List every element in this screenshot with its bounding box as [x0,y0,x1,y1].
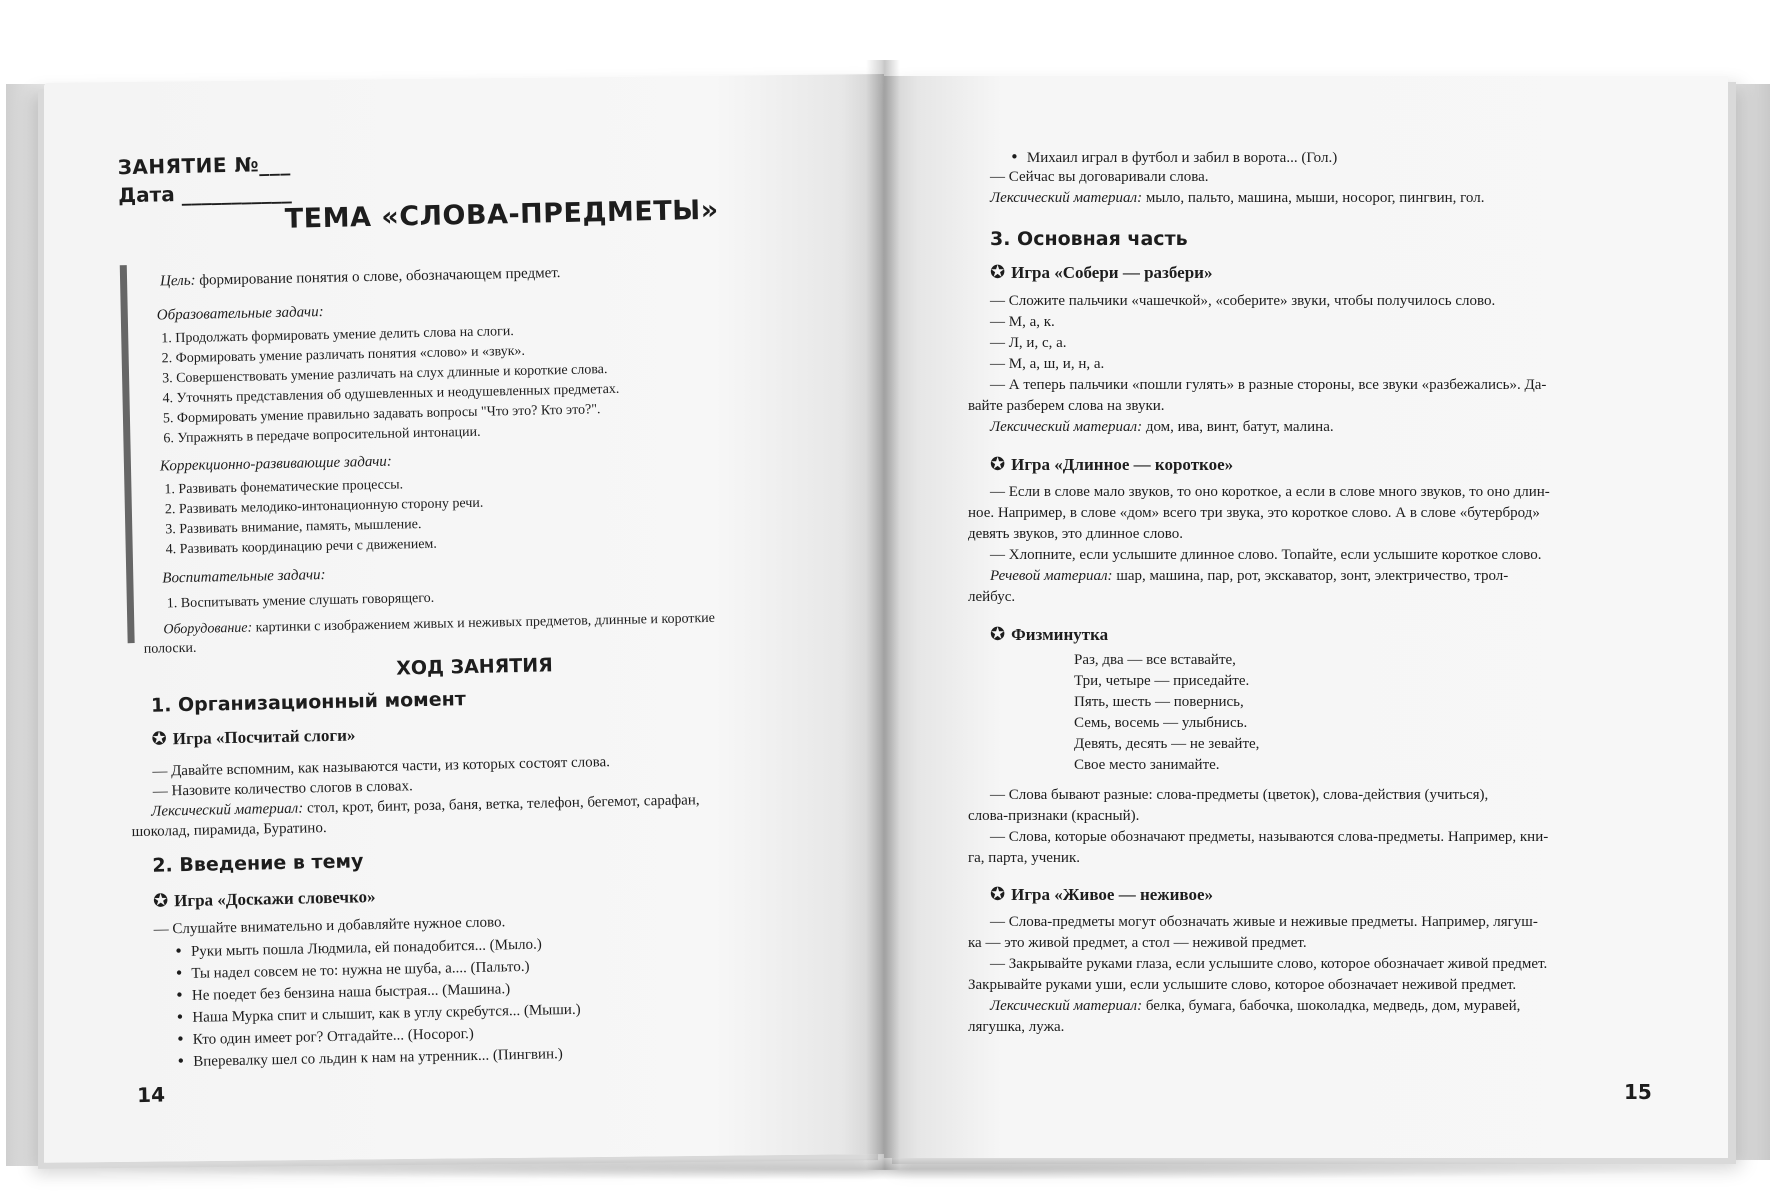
page-number: 14 [136,1082,166,1108]
corr-task: 4. Развивать координацию речи с движением. [165,536,438,558]
section-heading: 3. Основная часть [990,228,1188,250]
speech-material: Речевой материал: шар, машина, пар, рот, экскаватор, зонт, электричество, трол- [990,568,1509,584]
text-line: — Слушайте внимательно и добавляйте нужное слово. [153,914,506,938]
goal: Цель: формирование понятия о слове, обозначающем предмет. [159,265,561,290]
text-line: — Слова, которые обозначают предметы, называются слова-предметы. Например, кни- [990,829,1549,845]
list-item: • Михаил играл в футбол и забил в ворота... (Гол.) [1010,148,1337,167]
lex-material: Лексический материал: стол, крот, бинт, роза, баня, ветка, телефон, бегемот, сарафан, [151,792,700,820]
speech-material-cont: лейбус. [968,589,1016,605]
lesson-number: ЗАНЯТИЕ №___ [117,151,291,180]
upbr-task: 1. Воспитывать умение слушать говорящего. [166,590,435,612]
text-line: — А теперь пальчики «пошли гулять» в разные стороны, все звуки «разбежались». Да- [990,377,1547,393]
game-heading: ✪ Игра «Доскажи словечко» [152,887,376,912]
text-line: — Хлопните, если услышите длинное слово. Топайте, если услышите короткое слово. [990,547,1542,563]
section-heading: 1. Организационный момент [150,688,466,717]
edu-task: 3. Совершенствовать умение различать на слух длинные и короткие слова. [161,362,608,387]
text-line: — Назовите количество слогов в словах. [152,778,413,800]
text-line: — Если в слове мало звуков, то оно короткое, а если в слове много звуков, то оно длин- [990,484,1550,500]
game-heading: ✪ Игра «Собери — разбери» [990,262,1213,283]
upbr-tasks-title: Воспитательные задачи: [162,567,326,587]
list-item: • Ты надел совсем не то: нужна не шуба, а.... (Пальто.) [174,957,529,983]
text-line: — Слова-предметы могут обозначать живые и неживые предметы. Например, лягуш- [990,914,1538,930]
text-line: — М, а, к. [990,314,1055,330]
list-item: • Вперевалку шел со льдин к нам на утренник... (Пингвин.) [176,1044,563,1071]
text-line: — М, а, ш, и, н, а. [990,356,1105,372]
star-circle-icon: ✪ [990,454,1006,475]
text-line: ное. Например, в слове «дом» всего три звука, это короткое слово. А в слове «бутерброд» [968,505,1540,521]
text-line: — Сложите пальчики «чашечкой», «соберите» звуки, чтобы получилось слово. [990,293,1496,309]
corr-task: 1. Развивать фонематические процессы. [164,477,404,498]
game-heading: ✪ Игра «Длинное — короткое» [990,454,1234,475]
text-line: га, парта, ученик. [968,850,1080,866]
text-line: — Закрывайте руками глаза, если услышите слово, которое обозначает живой предмет. [990,956,1548,972]
page-title: ТЕМА «СЛОВА-ПРЕДМЕТЫ» [284,194,719,235]
text-line: — Давайте вспомним, как называются части, из которых состоят слова. [152,754,611,780]
star-circle-icon: ✪ [990,884,1006,905]
edu-task: 2. Формировать умение различать понятия «слово» и «звук». [161,343,526,367]
text-line: ка — это живой предмет, а стол — неживой предмет. [968,935,1307,951]
course-title: ХОД ЗАНЯТИЯ [396,654,554,680]
star-circle-icon: ✪ [990,262,1006,283]
text-line: — Сейчас вы договаривали слова. [990,169,1209,185]
list-item: • Наша Мурка спит и слышит, как в углу скребутся... (Мыши.) [175,1000,580,1027]
game-heading: ✪ Игра «Посчитай слоги» [151,725,356,750]
edu-task: 4. Уточнять представления об одушевленных и неодушевленных предметах. [162,381,620,407]
text-line: Закрывайте руками уши, если услышите слово, которое обозначает неживой предмет. [968,977,1517,993]
equipment-cont: полоски. [143,640,197,657]
game-heading: ✪ Физминутка [990,624,1109,645]
text-line: — Л, и, с, а. [990,335,1067,351]
poem-line: Три, четыре — приседайте. [1074,673,1250,689]
game-heading: ✪ Игра «Живое — неживое» [990,884,1214,905]
text-line: девять звуков, это длинное слово. [968,526,1184,542]
poem-line: Девять, десять — не зевайте, [1074,736,1260,752]
corr-tasks-title: Коррекционно-развивающие задачи: [159,453,393,475]
edu-task: 1. Продолжать формировать умение делить слова на слоги. [161,324,514,347]
edu-tasks-title: Образовательные задачи: [156,304,324,324]
lex-material-cont: шоколад, пирамида, Буратино. [131,820,327,841]
section-heading: 2. Введение в тему [152,850,364,877]
lex-material: Лексический материал: белка, бумага, бабочка, шоколадка, медведь, дом, муравей, [990,998,1521,1014]
text-line: слова-признаки (красный). [968,808,1140,824]
star-circle-icon: ✪ [152,890,169,912]
star-circle-icon: ✪ [151,728,167,750]
lex-material-cont: лягушка, лужа. [968,1019,1065,1035]
corr-task: 2. Развивать мелодико-интонационную сторону речи. [164,495,484,518]
lesson-date: Дата ___________ [118,179,292,208]
star-circle-icon: ✪ [990,624,1006,645]
text-line: вайте разберем слова на звуки. [968,398,1165,414]
lex-material: Лексический материал: мыло, пальто, машина, мыши, носорог, пингвин, гол. [990,190,1485,206]
poem-line: Пять, шесть — повернись, [1074,694,1244,710]
edu-task: 5. Формировать умение правильно задавать вопросы "Что это? Кто это?". [162,402,601,427]
list-item: • Кто один имеет рог? Отгадайте... (Носорог.) [176,1024,474,1049]
edu-task: 6. Упражнять в передаче вопросительной интонации. [163,424,481,447]
page-number: 15 [1624,1080,1652,1104]
poem-line: Свое место занимайте. [1074,757,1220,773]
poem-line: Семь, восемь — улыбнись. [1074,715,1248,731]
corr-task: 3. Развивать внимание, память, мышление. [165,517,422,538]
list-item: • Не поедет без бензина наша быстрая... (Машина.) [175,979,510,1005]
equipment: Оборудование: картинки с изображением живых и неживых предметов, длинные и короткие [163,610,716,638]
text-line: — Слова бывают разные: слова-предметы (цветок), слова-действия (учиться), [990,787,1489,803]
poem-line: Раз, два — все вставайте, [1074,652,1236,668]
list-item: • Руки мыть пошла Людмила, ей понадобится... (Мыло.) [174,935,542,962]
lex-material: Лексический материал: дом, ива, винт, батут, малина. [990,419,1334,435]
